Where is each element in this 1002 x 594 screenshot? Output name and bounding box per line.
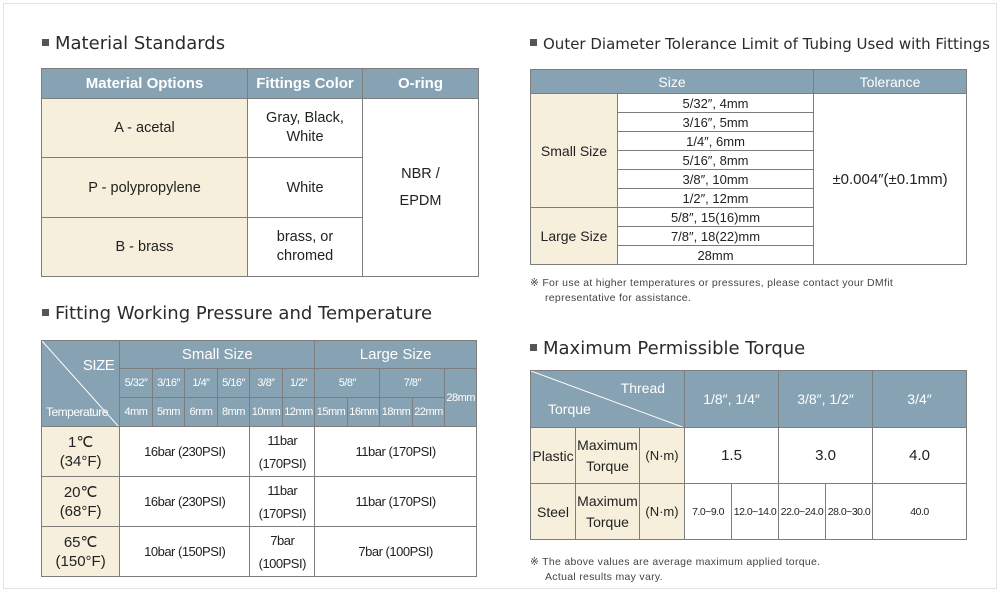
max-torque-label: Maximum Torque <box>576 484 640 540</box>
size-inch-cell: 5/32″ <box>120 369 153 398</box>
small-size-header: Small Size <box>120 341 315 369</box>
torque-value-cell: 12.0~14.0 <box>732 484 779 540</box>
tolerance-note-line1: ※ For use at higher temperatures or pressures, please contact your DMfit <box>530 277 894 289</box>
size-mm-cell: 18mm <box>380 398 413 427</box>
torque-value-cell: 40.0 <box>873 484 967 540</box>
unit-label: (N·m) <box>640 428 685 484</box>
tolerance-header-tolerance: Tolerance <box>814 70 967 94</box>
small-size-group-label: Small Size <box>531 94 618 208</box>
color-cell: White <box>248 158 363 218</box>
size-inch-cell: 5/16″ <box>217 369 250 398</box>
temperature-cell: 1℃ (34°F) <box>42 427 120 477</box>
size-temperature-corner <box>42 341 120 427</box>
color-cell: brass, or chromed <box>248 218 363 277</box>
tolerance-note-line2: representative for assistance. <box>545 292 692 304</box>
large-size-group-label: Large Size <box>531 208 618 265</box>
temperature-cell: 20℃ (68°F) <box>42 477 120 527</box>
table-row <box>531 484 967 540</box>
tolerance-header-size: Size <box>531 70 814 94</box>
tolerance-table <box>530 69 967 265</box>
size-mm-cell: 28mm <box>445 369 477 427</box>
pressure-small-cell: 16bar (230PSI) <box>120 477 250 527</box>
size-mm-cell: 16mm <box>347 398 380 427</box>
size-mm-cell: 4mm <box>120 398 153 427</box>
tolerance-section-title <box>530 35 990 53</box>
temperature-label: Temperature <box>46 405 108 419</box>
size-cell: 3/8″, 10mm <box>618 170 814 189</box>
tolerance-title-text: Outer Diameter Tolerance Limit of Tubing Used with Fittings <box>543 35 990 53</box>
large-size-header: Large Size <box>315 341 477 369</box>
thread-torque-corner <box>531 371 685 428</box>
table-row <box>42 427 477 477</box>
torque-value-cell: 4.0 <box>873 428 967 484</box>
material-label-plastic: Plastic <box>531 428 576 484</box>
torque-table <box>530 370 967 540</box>
material-cell: A - acetal <box>42 99 248 158</box>
pressure-large-cell: 11bar (170PSI) <box>315 427 477 477</box>
tolerance-value-cell: ±0.004″(±0.1mm) <box>814 94 967 265</box>
bullet-square-icon <box>42 309 49 316</box>
size-cell: 5/16″, 8mm <box>618 151 814 170</box>
size-cell: 7/8″, 18(22)mm <box>618 227 814 246</box>
size-cell: 5/8″, 15(16)mm <box>618 208 814 227</box>
bullet-square-icon <box>530 344 537 351</box>
material-header-oring: O-ring <box>363 69 479 99</box>
torque-value-cell: 22.0~24.0 <box>779 484 826 540</box>
color-cell: Gray, Black, White <box>248 99 363 158</box>
material-section-title <box>42 33 225 54</box>
size-mm-cell: 8mm <box>217 398 250 427</box>
size-cell: 1/4″, 6mm <box>618 132 814 151</box>
table-row <box>42 99 479 158</box>
torque-note-line1: ※ The above values are average maximum applied torque. <box>530 556 821 568</box>
size-inch-cell: 1/4″ <box>185 369 218 398</box>
torque-title-text: Maximum Permissible Torque <box>543 338 806 359</box>
torque-value-cell: 1.5 <box>685 428 779 484</box>
size-cell: 28mm <box>618 246 814 265</box>
torque-note <box>530 555 820 585</box>
table-row <box>42 527 477 577</box>
size-inch-cell: 3/16″ <box>152 369 185 398</box>
temperature-cell: 65℃ (150°F) <box>42 527 120 577</box>
size-mm-cell: 22mm <box>412 398 445 427</box>
torque-section-title <box>530 338 805 359</box>
bullet-square-icon <box>42 39 49 46</box>
material-cell: P - polypropylene <box>42 158 248 218</box>
size-inch-cell: 7/8″ <box>380 369 445 398</box>
torque-label: Torque <box>548 401 591 417</box>
size-cell: 3/16″, 5mm <box>618 113 814 132</box>
max-torque-label: Maximum Torque <box>576 428 640 484</box>
pressure-table <box>41 340 477 577</box>
material-title-text: Material Standards <box>55 33 226 54</box>
size-mm-cell: 5mm <box>152 398 185 427</box>
torque-value-cell: 3.0 <box>779 428 873 484</box>
table-row <box>42 477 477 527</box>
thread-header: 1/8″, 1/4″ <box>685 371 779 428</box>
size-mm-cell: 15mm <box>315 398 348 427</box>
material-label-steel: Steel <box>531 484 576 540</box>
size-mm-cell: 12mm <box>282 398 315 427</box>
size-inch-cell: 5/8″ <box>315 369 380 398</box>
size-mm-cell: 10mm <box>250 398 283 427</box>
bullet-square-icon <box>530 39 537 46</box>
size-cell: 1/2″, 12mm <box>618 189 814 208</box>
thread-header: 3/4″ <box>873 371 967 428</box>
pressure-mid-cell: 11bar (170PSI) <box>250 427 315 477</box>
thread-label: Thread <box>620 380 666 396</box>
table-row <box>531 94 967 113</box>
size-cell: 5/32″, 4mm <box>618 94 814 113</box>
thread-header: 3/8″, 1/2″ <box>779 371 873 428</box>
pressure-large-cell: 7bar (100PSI) <box>315 527 477 577</box>
size-label: SIZE <box>82 357 115 374</box>
pressure-section-title <box>42 303 432 324</box>
tolerance-note <box>530 276 893 306</box>
size-mm-cell: 6mm <box>185 398 218 427</box>
torque-value-cell: 7.0~9.0 <box>685 484 732 540</box>
pressure-mid-cell: 7bar (100PSI) <box>250 527 315 577</box>
torque-note-line2: Actual results may vary. <box>545 571 663 583</box>
material-header-options: Material Options <box>42 69 248 99</box>
size-inch-cell: 3/8″ <box>250 369 283 398</box>
material-table <box>41 68 479 277</box>
torque-value-cell: 28.0~30.0 <box>826 484 873 540</box>
material-cell: B - brass <box>42 218 248 277</box>
table-row <box>531 428 967 484</box>
pressure-small-cell: 16bar (230PSI) <box>120 427 250 477</box>
pressure-small-cell: 10bar (150PSI) <box>120 527 250 577</box>
pressure-title-text: Fitting Working Pressure and Temperature <box>55 303 433 324</box>
pressure-large-cell: 11bar (170PSI) <box>315 477 477 527</box>
material-header-color: Fittings Color <box>248 69 363 99</box>
oring-cell: NBR / EPDM <box>363 99 479 277</box>
unit-label: (N·m) <box>640 484 685 540</box>
size-inch-cell: 1/2″ <box>282 369 315 398</box>
pressure-mid-cell: 11bar (170PSI) <box>250 477 315 527</box>
